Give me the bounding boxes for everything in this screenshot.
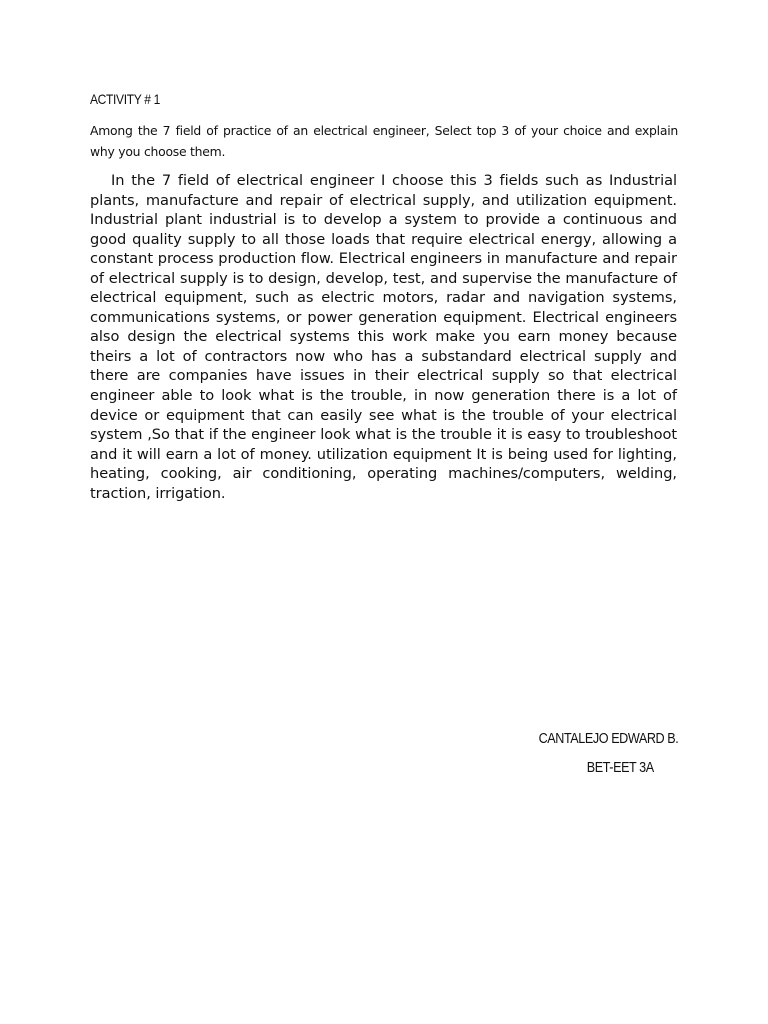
activity-prompt: Among the 7 field of practice of an electrical engineer, Select top 3 of your choice and explain why you choose them. [90,123,678,159]
author-name: CANTALEJO EDWARD B. [538,730,678,747]
activity-heading: ACTIVITY # 1 [90,91,160,107]
answer-paragraph: In the 7 field of electrical engineer I choose this 3 fields such as Industrial plants, manufacture and repair of electrical supply, and utilization equipment. Industrial plant industrial is to develop a system to provide a continuous and good quality supply to all those loads that require electrical energy, allowing a constant process production flow. Electrical engineers in manufacture and repair of electrical supply is to design, develop, test, and supervise the manufacture of electrical equipment, such as electric motors, radar and navigation systems, communications systems, or power generation equipment. Electrical engineers also design the electrical systems this work make you earn money because theirs a lot of contractors now who has a substandard electrical supply and there are companies have issues in their electrical supply so that electrical engineer able to look what is the trouble, in now generation there is a lot of device or equipment that can easily see what is the trouble of your electrical system ,So that if the engineer look what is the trouble it is easy to troubleshoot and it will earn a lot of money. utilization equipment It is being used for lighting, heating, cooking, air conditioning, operating machines/computers, welding, traction, irrigation. [90,172,677,502]
author-course: BET-EET 3A [586,759,654,776]
